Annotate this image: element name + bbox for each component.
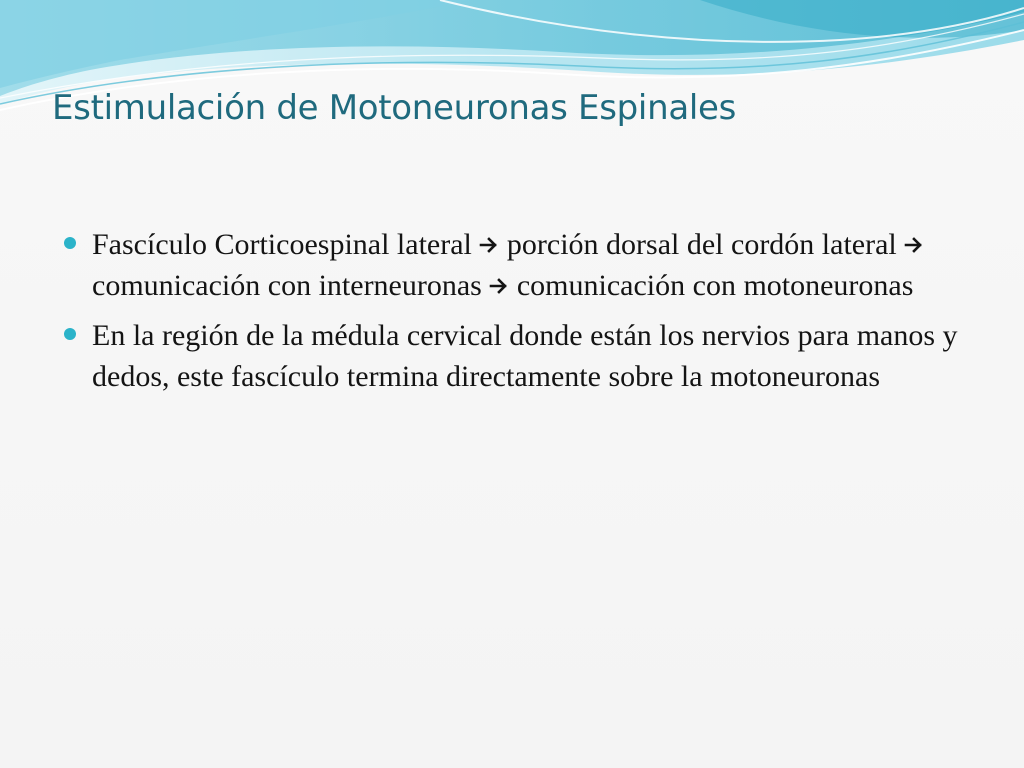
bullet-item bbox=[62, 224, 962, 306]
bullet-list bbox=[62, 224, 962, 406]
slide-title: Estimulación de Motoneuronas Espinales bbox=[52, 88, 737, 128]
bullet-item bbox=[62, 315, 962, 397]
arrow-right-icon bbox=[489, 276, 509, 296]
arrow-right-icon bbox=[479, 235, 499, 255]
bullet-marker-icon bbox=[64, 237, 76, 249]
bullet-text: comunicación con interneuronas bbox=[92, 269, 490, 302]
bullet-text: En la región de la médula cervical donde están los nervios para manos y dedos, este fascículo termina directamente sobre la motoneuronas bbox=[92, 319, 958, 393]
bullet-text: porción dorsal del cordón lateral bbox=[499, 228, 905, 261]
bullet-text: comunicación con motoneuronas bbox=[509, 269, 914, 302]
bullet-text: Fascículo Corticoespinal lateral bbox=[92, 228, 480, 261]
bullet-marker-icon bbox=[64, 328, 76, 340]
arrow-right-icon bbox=[904, 235, 924, 255]
